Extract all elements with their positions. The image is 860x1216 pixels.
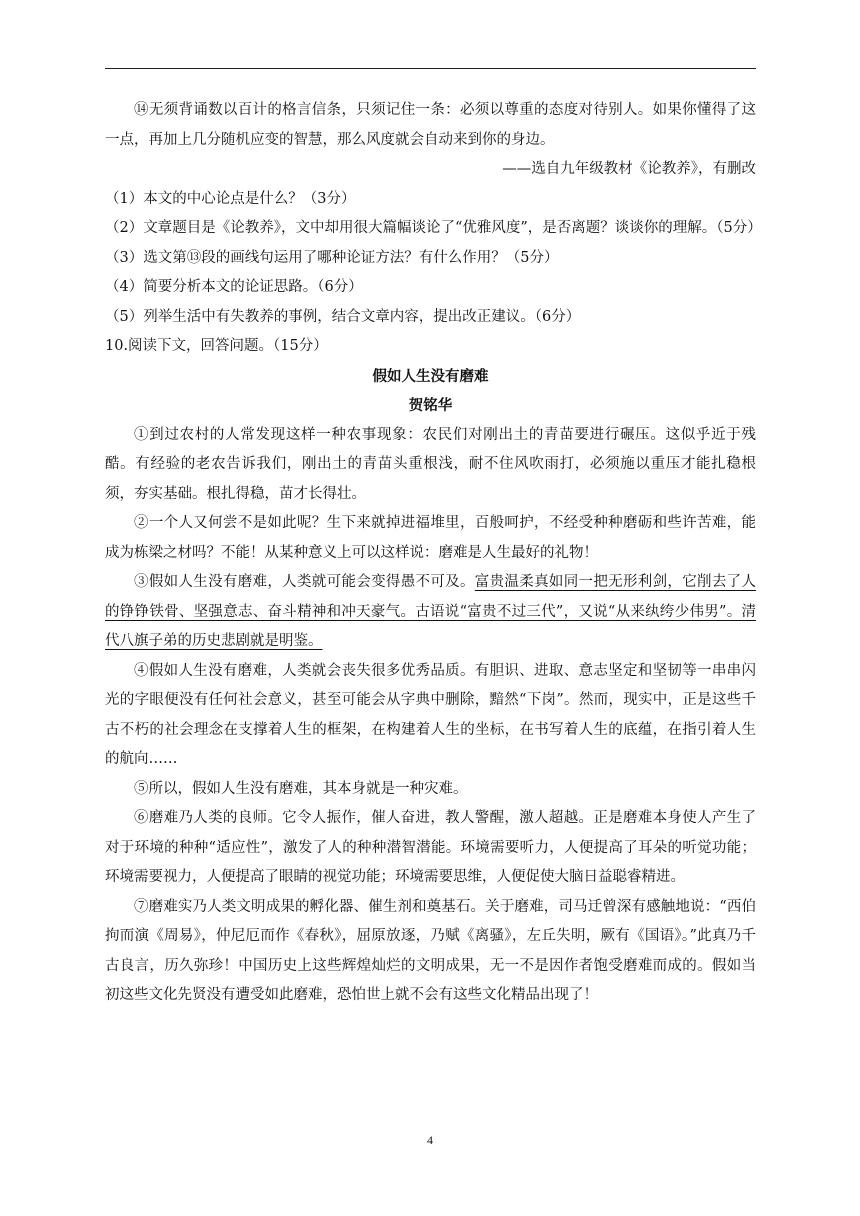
question-10-heading: 10.阅读下文，回答问题。（15分） [105, 338, 328, 354]
source-citation: ——选自九年级教材《论教养》，有删改 [502, 161, 756, 177]
paragraph-3-text: ③假如人生没有磨难，人类就可能会变得愚不可及。 [134, 574, 475, 590]
question-2: （2）文章题目是《论教养》，文中却用很大篇幅谈论了“优雅风度”，是否离题？谈谈你的理解。（5分） [105, 220, 762, 236]
question-5: （5）列举生活中有失教养的事例，结合文章内容，提出改正建议。（6分） [105, 308, 581, 325]
question-1: （1）本文的中心论点是什么？（3分） [105, 190, 356, 207]
article-paragraph-1: ①到过农村的人常发现这样一种农事现象：农民们对刚出土的青苗要进行碾压。这似乎近于残酷。有经验的老农告诉我们，刚出土的青苗头重根浅，耐不住风吹雨打，必须施以重压才能扎稳根须，夯实基础。根扎得稳，苗才长得壮。 [105, 426, 756, 502]
question-4: （4）简要分析本文的论证思路。（6分） [105, 279, 363, 295]
article-paragraph-5: ⑤所以，假如人生没有磨难，其本身就是一种灾难。 [134, 780, 468, 797]
question-3: （3）选文第⑬段的画线句运用了哪种论证方法？有什么作用？（5分） [105, 249, 559, 266]
article-paragraph-2: ②一个人又何尝不是如此呢？生下来就掉进福堆里，百般呵护，不经受种种磨砺和些许苦难，能成为栋梁之材吗？不能！从某种意义上可以这样说：磨难是人生最好的礼物！ [105, 515, 756, 561]
page-content [105, 96, 762, 1011]
article-paragraph-4: ④假如人生没有磨难，人类就会丧失很多优秀品质。有胆识、进取、意志坚定和坚韧等一串串闪光的字眼便没有任何社会意义，甚至可能会从字典中删除，黯然“下岗”。然而，现实中，正是这些千古不朽的社会理念在支撑着人生的框架，在构建着人生的坐标，在书写着人生的底蕴，在指引着人生的航向…… [105, 662, 756, 767]
article-paragraph-3 [105, 568, 756, 657]
article-author: 贺铭华 [408, 397, 453, 414]
article-title: 假如人生没有磨难 [372, 367, 489, 385]
article-paragraph-7: ⑦磨难实乃人类文明成果的孵化器、催生剂和奠基石。关于磨难，司马迁曾深有感触地说：“西伯拘而演《周易》，仲尼厄而作《春秋》，屈原放逐，乃赋《离骚》，左丘失明，厥有《国语》。”此真乃千古良言，历久弥珍！中国历史上这些辉煌灿烂的文明成果，无一不是因作者饱受磨难而成的。假如当初这些文化先贤没有遭受如此磨难，恐怕世上就不会有这些文化精品出现了！ [105, 898, 756, 1003]
article-paragraph-6: ⑥磨难乃人类的良师。它令人振作，催人奋进，教人警醒，激人超越。正是磨难本身使人产生了对于环境的种种“适应性”，激发了人的种种潜智潜能。环境需要听力，人便提高了耳朵的听觉功能；环境需要视力，人便提高了眼睛的视觉功能；环境需要思维，人便促使大脑日益聪睿精进。 [105, 810, 756, 885]
underlined-sentence: 富贵温柔真如同一把无形利剑，它削去了人的铮铮铁骨、坚强意志、奋斗精神和冲天豪气。古语说“富贵不过三代”，又说“从来纨绔少伟男”。清代八旗子弟的历史悲剧就是明鉴。 [105, 574, 757, 649]
page-number: 4 [427, 1133, 433, 1147]
header-rule [105, 68, 756, 69]
paragraph-14: ⑭无须背诵数以百计的格言信条，只须记住一条：必须以尊重的态度对待别人。如果你懂得了这一点，再加上几分随机应变的智慧，那么风度就会自动来到你的身边。 [105, 102, 756, 148]
